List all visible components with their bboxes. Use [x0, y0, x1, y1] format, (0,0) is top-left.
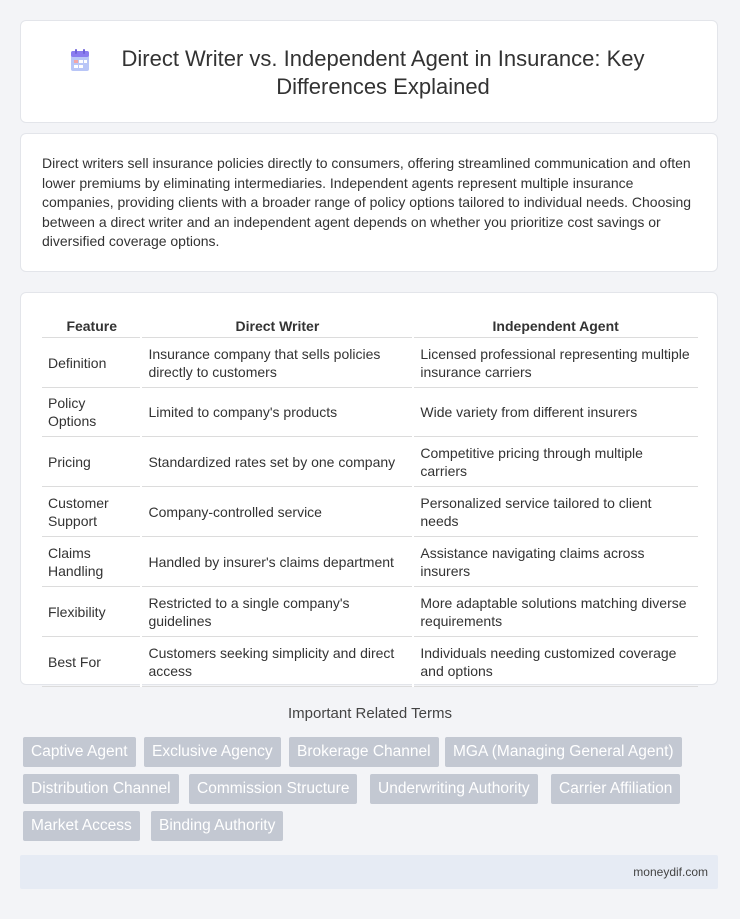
feature-cell: Policy Options: [42, 388, 141, 437]
feature-cell: Customer Support: [42, 487, 141, 537]
table-row: [42, 587, 698, 637]
independent-agent-cell: Individuals needing customized coverage and options: [413, 637, 698, 687]
tag-underwriting-authority[interactable]: Underwriting Authority: [370, 774, 538, 804]
feature-cell: Flexibility: [42, 587, 141, 637]
table-row: [42, 437, 698, 487]
tag-exclusive-agency[interactable]: Exclusive Agency: [144, 737, 281, 767]
feature-cell: Best For: [42, 637, 141, 687]
independent-agent-cell: Wide variety from different insurers: [413, 388, 698, 437]
header-feature: Feature: [42, 315, 141, 338]
header-independent-agent: Independent Agent: [413, 315, 698, 338]
tag-captive-agent[interactable]: Captive Agent: [23, 737, 136, 767]
page-title: Direct Writer vs. Independent Agent in Insurance: Key Differences Explained: [121, 46, 645, 99]
direct-writer-cell: Handled by insurer's claims department: [141, 537, 413, 587]
direct-writer-cell: Standardized rates set by one company: [141, 437, 413, 487]
footer-site-link[interactable]: moneydif.com: [633, 865, 708, 879]
independent-agent-cell: Competitive pricing through multiple carriers: [413, 437, 698, 487]
independent-agent-cell: Assistance navigating claims across insurers: [413, 537, 698, 587]
direct-writer-cell: Company-controlled service: [141, 487, 413, 537]
table-row: [42, 487, 698, 537]
tag-distribution-channel[interactable]: Distribution Channel: [23, 774, 179, 804]
header-direct-writer: Direct Writer: [141, 315, 413, 338]
direct-writer-cell: Limited to company's products: [141, 388, 413, 437]
intro-card: [20, 133, 718, 272]
tag-market-access[interactable]: Market Access: [23, 811, 140, 841]
independent-agent-cell: Personalized service tailored to client needs: [413, 487, 698, 537]
table-row: [42, 637, 698, 687]
related-terms-title: Important Related Terms: [288, 705, 452, 722]
independent-agent-cell: Licensed professional representing multiple insurance carriers: [413, 338, 698, 388]
table-row: [42, 338, 698, 388]
direct-writer-cell: Customers seeking simplicity and direct access: [141, 637, 413, 687]
tag-commission-structure[interactable]: Commission Structure: [189, 774, 357, 804]
table-row: [42, 537, 698, 587]
feature-cell: Claims Handling: [42, 537, 141, 587]
feature-cell: Definition: [42, 338, 141, 388]
title-card: [20, 20, 718, 123]
tag-carrier-affiliation[interactable]: Carrier Affiliation: [551, 774, 680, 804]
direct-writer-cell: Insurance company that sells policies directly to customers: [141, 338, 413, 388]
tag-mga[interactable]: MGA (Managing General Agent): [445, 737, 682, 767]
comparison-table: [42, 315, 698, 687]
table-row: [42, 388, 698, 437]
tag-brokerage-channel[interactable]: Brokerage Channel: [289, 737, 439, 767]
tag-binding-authority[interactable]: Binding Authority: [151, 811, 283, 841]
footer: [20, 855, 718, 889]
direct-writer-cell: Restricted to a single company's guidelines: [141, 587, 413, 637]
feature-cell: Pricing: [42, 437, 141, 487]
intro-paragraph: Direct writers sell insurance policies directly to consumers, offering streamlined communication and often lower premiums by eliminating intermediaries. Independent agents represent multiple insurance companies, providing clients with a broader range of policy options tailored to individual needs. Choosing between a direct writer and an independent agent depends on whether you prioritize cost savings or diversified coverage options.: [42, 155, 692, 249]
comparison-card: [20, 292, 718, 685]
independent-agent-cell: More adaptable solutions matching diverse requirements: [413, 587, 698, 637]
